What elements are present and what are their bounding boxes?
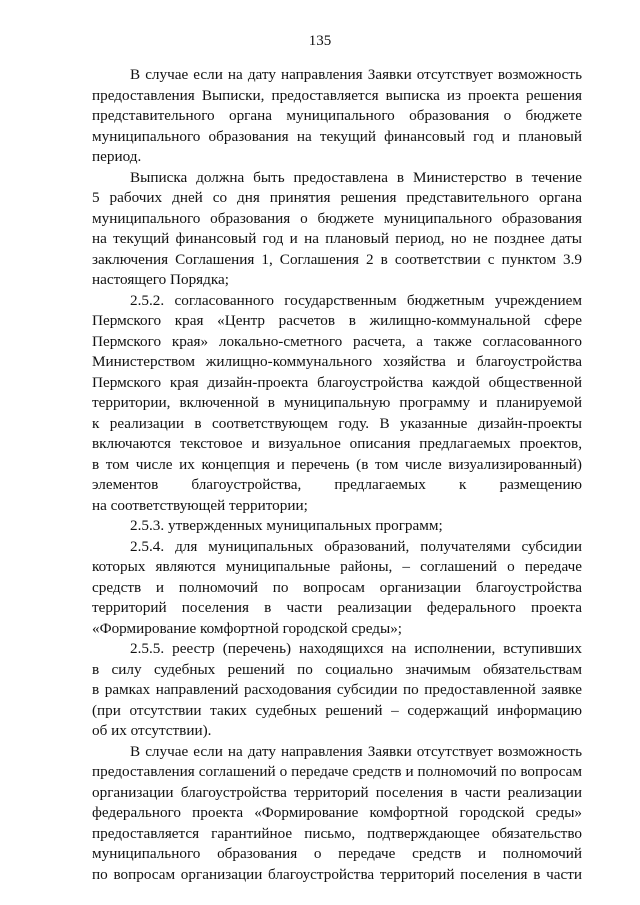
paragraph <box>92 742 582 886</box>
text-line: В случае если на дату направления Заявки отсутствует возможность <box>130 742 582 760</box>
text-line: Пермского края «Центр расчетов в жилищно-коммунальной сфере <box>92 312 582 329</box>
text-line: в том числе их концепция и перечень (в том числе визуализированный) <box>92 455 582 473</box>
text-line: организации благоустройства территорий поселения в части реализации <box>92 783 582 801</box>
text-line: предоставляется гарантийное письмо, подтверждающее обязательство <box>92 824 582 842</box>
text-line: предоставления соглашений о передаче средств и полномочий по вопросам <box>92 763 582 780</box>
text-line: федерального проекта «Формирование комфортной городской среды» <box>92 804 582 821</box>
text-line: период. <box>92 148 142 165</box>
text-line: в рамках направлений расходования субсидии по предоставленной заявке <box>92 681 582 698</box>
text-line: 2.5.5. реестр (перечень) находящихся на исполнении, вступивших <box>130 640 582 657</box>
text-line: заключения Соглашения 1, Соглашения 2 в соответствии с пунктом 3.9 <box>92 250 582 268</box>
text-line: 2.5.3. утвержденных муниципальных программ; <box>130 517 443 534</box>
text-line: Выписка должна быть предоставлена в Министерство в течение <box>130 168 582 186</box>
text-line: муниципального образования о бюджете муниципального образования <box>92 209 582 227</box>
text-line: по вопросам организации благоустройства территорий поселения в части <box>92 865 582 883</box>
paragraph <box>92 537 582 640</box>
paragraph <box>92 639 582 742</box>
paragraph <box>92 516 582 537</box>
text-line: 2.5.2. согласованного государственным бюджетным учреждением <box>130 291 582 309</box>
text-line: представительного органа муниципального образования о бюджете <box>92 107 582 124</box>
text-line: на текущий финансовый год и на плановый период, но не позднее даты <box>92 230 582 247</box>
text-line: на соответствующей территории; <box>92 496 308 514</box>
text-line: включаются текстовое и визуальное описания предлагаемых проектов, <box>92 435 582 452</box>
text-line: территорий поселения в части реализации федерального проекта <box>92 599 582 616</box>
text-line: муниципального образования о передаче средств и полномочий <box>92 845 582 862</box>
text-line: «Формирование комфортной городской среды»; <box>92 619 403 637</box>
text-line: (при отсутствии таких судебных решений – содержащий информацию <box>92 701 582 719</box>
text-line: которых являются муниципальные районы, – соглашений о передаче <box>92 558 582 575</box>
text-line: об их отсутствии). <box>92 722 212 739</box>
text-line: Пермского края» локально-сметного расчета, а также согласованного <box>92 332 582 350</box>
text-line: Пермского края дизайн-проекта благоустройства каждой общественной <box>92 373 582 391</box>
paragraph <box>92 168 582 291</box>
text-line: в силу судебных решений по социально значимым обязательствам <box>92 660 582 678</box>
text-line: В случае если на дату направления Заявки отсутствует возможность <box>130 66 582 83</box>
text-line: 5 рабочих дней со дня принятия решения представительного органа <box>92 189 582 206</box>
text-line: предоставления Выписки, предоставляется выписка из проекта решения <box>92 86 582 104</box>
page-number: 135 <box>308 33 332 49</box>
text-line: территории, включенной в муниципальную программу и планируемой <box>92 394 582 411</box>
document-body <box>92 65 582 885</box>
text-line: средств и полномочий по вопросам организации благоустройства <box>92 578 582 596</box>
text-line: к реализации в соответствующем году. В указанные дизайн-проекты <box>92 414 582 432</box>
paragraph <box>92 65 582 168</box>
text-line: настоящего Порядка; <box>92 271 229 288</box>
text-line: 2.5.4. для муниципальных образований, получателями субсидии <box>130 537 582 555</box>
text-line: Министерством жилищно-коммунального хозяйства и благоустройства <box>92 353 582 370</box>
text-line: муниципального образования на текущий финансовый год и плановый <box>92 127 582 145</box>
paragraph <box>92 291 582 517</box>
text-line: элементов благоустройства, предлагаемых к размещению <box>92 476 582 493</box>
